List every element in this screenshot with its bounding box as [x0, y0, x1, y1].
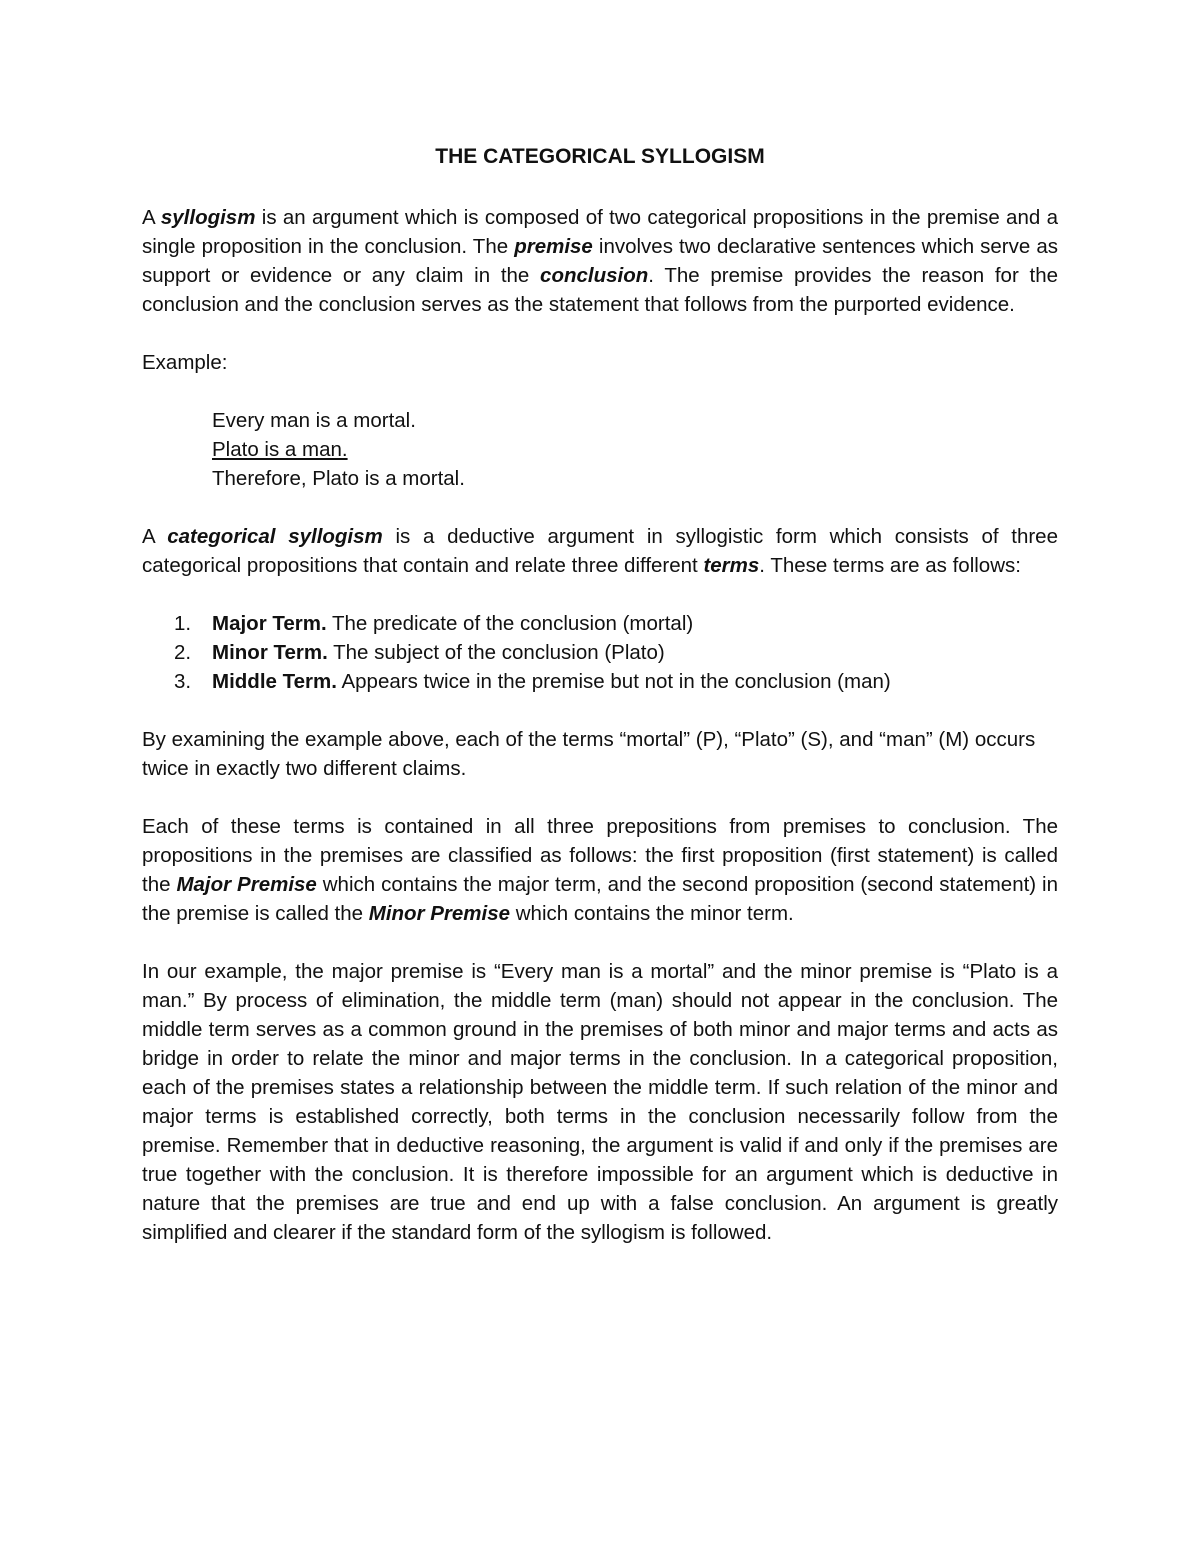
spacer: [142, 696, 1058, 725]
list-item: [142, 609, 1058, 638]
example-block: [142, 406, 1058, 493]
term-premise: premise: [514, 235, 593, 258]
text-run: is an argument which is composed of two categorical propositions in the premise and a single proposition in the conclusion. The: [142, 206, 1058, 258]
text-run: Each of these terms is contained in all three prepositions from premises to conclusion. The propositions in the premises are classified as follows: the first proposition (first statement) is called the: [142, 815, 1058, 896]
spacer: [142, 783, 1058, 812]
example-line-major-premise: Every man is a mortal.: [212, 409, 416, 432]
list-text: [212, 638, 665, 667]
term-minor-premise: Minor Premise: [368, 902, 511, 925]
list-item: [142, 667, 1058, 696]
list-number: 3.: [174, 670, 192, 693]
example-line-minor-premise: Plato is a man.: [212, 438, 348, 461]
example-label: Example:: [142, 351, 228, 374]
paragraph-premises-classification: [142, 812, 1058, 928]
paragraph-syllogism-definition: [142, 203, 1058, 319]
spacer: [142, 493, 1058, 522]
document-title: THE CATEGORICAL SYLLOGISM: [435, 145, 765, 168]
spacer: [142, 580, 1058, 609]
list-number: 2.: [174, 641, 192, 664]
term-terms: terms: [703, 554, 760, 577]
list-number: 1.: [174, 612, 192, 635]
list-item: [142, 638, 1058, 667]
term-categorical-syllogism: categorical syllogism: [167, 525, 383, 548]
term-major-premise: Major Premise: [176, 873, 317, 896]
paragraph-examining-example: By examining the example above, each of the terms “mortal” (P), “Plato” (S), and “man” (M) occurs twice in exactly two different claims.: [142, 728, 1036, 780]
paragraph-our-example: In our example, the major premise is “Every man is a mortal” and the minor premise is “Plato is a man.” By process of elimination, the middle term (man) should not appear in the conclusion. The middle term serves as a common ground in the premises of both minor and major terms and acts as bridge in order to relate the minor and major terms in the conclusion. In a categorical proposition, each of the premises states a relationship between the middle term. If such relation of the minor and major terms is established correctly, both terms in the conclusion necessarily follow from the premise. Remember that in deductive reasoning, the argument is valid if and only if the premises are true together with the conclusion. It is therefore impossible for an argument which is deductive in nature that the premises are true and end up with a false conclusion. An argument is greatly simplified and clearer if the standard form of the syllogism is followed.: [142, 960, 1058, 1244]
spacer: [142, 928, 1058, 957]
term-label-minor: Minor Term.: [212, 641, 328, 664]
text-run: is a deductive argument in syllogistic form which consists of three categorical propositions that contain and relate three different: [142, 525, 1058, 577]
text-run: which contains the major term, and the second proposition (second statement) in the premise is called the: [142, 873, 1059, 925]
term-conclusion: conclusion: [540, 264, 649, 287]
term-label-major: Major Term.: [212, 612, 327, 635]
list-text: [212, 609, 693, 638]
text-run: The predicate of the conclusion (mortal): [326, 612, 694, 635]
text-run: A: [142, 525, 168, 548]
term-syllogism: syllogism: [160, 206, 256, 229]
text-run: . The premise provides the reason for the conclusion and the conclusion serves as the statement that follows from the purported evidence.: [142, 264, 1058, 316]
example-line-conclusion: Therefore, Plato is a mortal.: [212, 467, 465, 490]
spacer: [142, 377, 1058, 406]
term-label-middle: Middle Term.: [212, 670, 337, 693]
list-text: [212, 667, 891, 696]
text-run: . These terms are as follows:: [759, 554, 1021, 577]
paragraph-categorical-syllogism: [142, 522, 1058, 580]
text-run: A: [142, 206, 161, 229]
text-run: Appears twice in the premise but not in the conclusion (man): [336, 670, 891, 693]
spacer: [142, 319, 1058, 348]
text-run: The subject of the conclusion (Plato): [327, 641, 665, 664]
terms-list: [142, 609, 1058, 696]
text-run: which contains the minor term.: [510, 902, 794, 925]
text-run: involves two declarative sentences which serve as support or evidence or any claim in the: [142, 235, 1058, 287]
